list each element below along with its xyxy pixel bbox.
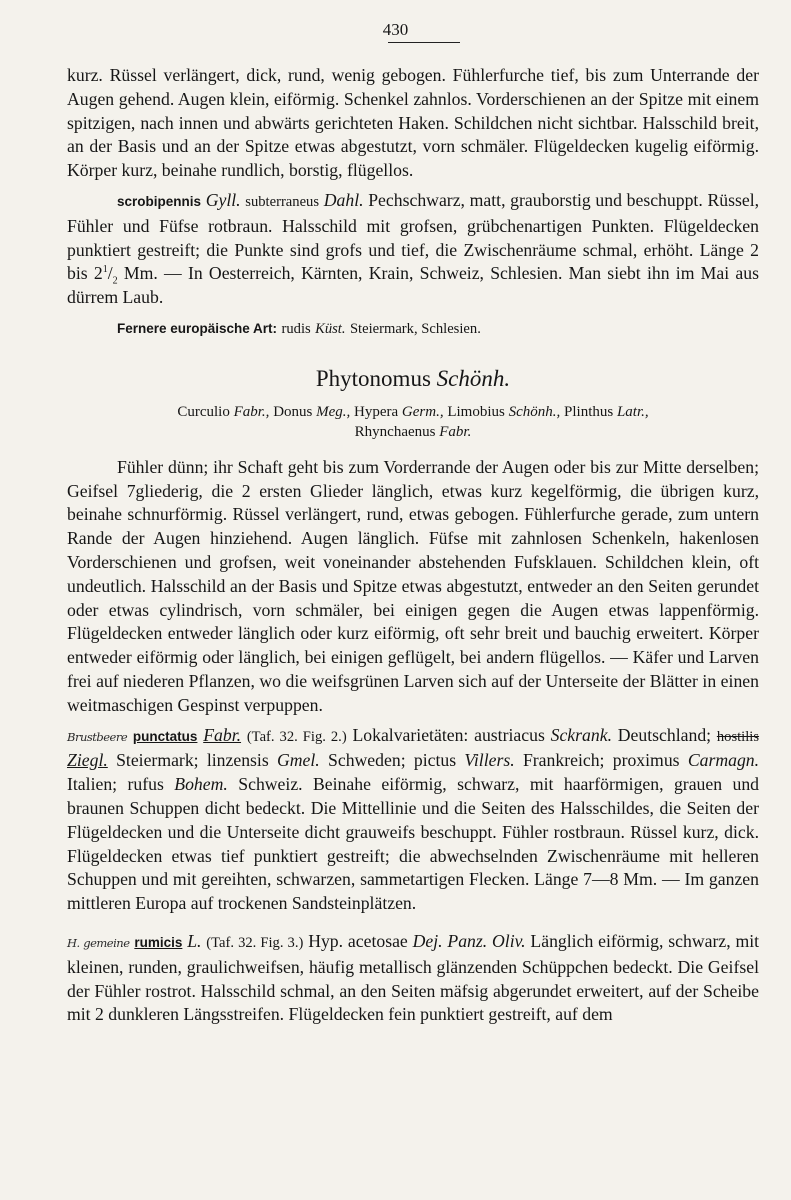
page-number-rule <box>388 42 460 43</box>
synonym-name: subterraneus <box>245 193 320 210</box>
plate-reference: (Taf. 32. Fig. 3.) <box>206 934 304 951</box>
plate-reference: (Taf. 32. Fig. 2.) <box>246 728 347 745</box>
synonym-author: Fabr., <box>233 403 270 420</box>
variety-author: Ziegl. <box>67 750 108 771</box>
fernere-art-line <box>67 316 759 342</box>
variety-text: Schweden; pictus <box>328 750 457 771</box>
species-description: Schweiz. Beinahe eiförmig, schwarz, mit haarförmigen, grauen und braunen Schuppen dicht bedeckt. Die Mittellinie und die Seiten des Halsschildes, die Seiten der Flügeldecken und die Unterseite dicht grauweifs beschuppt. Fühler rostbraun. Rüssel kurz, dick. Flügeldecken etwas tief punktiert gestreift; die abwechselnden Zwischenräume mit helleren Schuppen und mit gereihten, schwarzen, sammetartigen Flecken. Länge 7—8 Mm. — Im ganzen mittleren Europa auf trockenen Sandsteinplätzen. <box>67 774 760 914</box>
fernere-label: Fernere europäische Art: <box>117 320 278 336</box>
synonym-author: Germ., <box>401 403 444 420</box>
variety-author: Sckrank. <box>550 724 612 745</box>
fernere-author: Küst. <box>315 320 346 337</box>
variety-text: Lokalvarietäten: austriacus <box>352 724 545 745</box>
fraction-denominator: 2 <box>112 275 118 287</box>
synonym-author: Dahl. <box>323 189 364 210</box>
handwritten-note: Brustbeere <box>67 729 128 744</box>
variety-text: Deutschland; <box>617 724 712 745</box>
variety-author: Carmagn. <box>687 750 760 771</box>
species-author: L. <box>187 930 202 951</box>
species-punctatus <box>67 724 759 916</box>
variety-text: Italien; rufus <box>67 774 164 795</box>
variety-text: Steiermark; linzensis <box>116 750 269 771</box>
species-description: Pechschwarz, matt, grauborstig und beschuppt. Rüssel, Fühler und Füfse rotbraun. Halsschild mit grofsen, grübchenartigen Punkten. Flügeldecken punktiert gestreift; die Punkte sind grofs und tief, die Zwischenräume schmal, erhöht. Länge <box>67 189 760 260</box>
genus-author: Schönh. <box>436 365 511 391</box>
species-name: scrobipennis <box>117 193 202 209</box>
species-author: Fabr. <box>203 724 242 745</box>
paragraph-genus-continuation: kurz. Rüssel verlängert, dick, rund, wenig gebogen. Fühlerfurche tief, bis zum Unterrande der Augen gehend. Augen klein, eiförmig. Schenkel zahnlos. Vorderschienen an der Spitze mit einem spitzigen, nach innen und abwärts gerichteten Haken. Schildchen nicht sichtbar. Halsschild breit, an der Basis und an der Spitze etwas abgestutzt, vorn schmäler. Flügeldecken kugelig eiförmig. Körper kurz, beinahe rundlich, borstig, flügellos. <box>67 65 759 181</box>
species-name: rumicis <box>134 934 183 950</box>
variety-author: Villers. <box>464 750 515 771</box>
genus-description: Fühler dünn; ihr Schaft geht bis zum Vorderrande der Augen oder bis zur Mitte derselben; Geifsel 7gliederig, die 2 ersten Glieder länglich, etwas kurz kegelförmig, die übrigen kurz, beinahe schnurförmig. Rüssel verlängert, rund, etwas gebogen. Fühlerfurche gerade, zum untern Rande der Augen hinziehend. Augen länglich. Füfse mit zahnlosen Schenkeln, hakenlosen Vorderschienen und grofsen, weit voneinander abstehenden Fufsklauen. Schildchen klein, oft undeutlich. Halsschild an der Basis und Spitze etwas abgestutzt, entweder an den Seiten gerundet oder etwas cylindrisch, vorn schmäler, bei einigen gegen die Augen etwas lappenförmig. Flügeldecken entweder länglich oder kurz eiförmig, oft sehr breit und bauchig erweitert. Körper entweder eiförmig oder länglich, bei einigen geflügelt, bei andern flügellos. — Käfer und Larven frei auf niederen Pflanzen, wo die weifsgrünen Larven sich auf der Unterseite der Blätter in einen weitmaschigen Gespinst verpuppen. <box>67 456 759 715</box>
fernere-species: rudis <box>281 320 311 337</box>
species-name: punctatus <box>132 728 198 744</box>
species-distribution: Mm. — In Oesterreich, Kärnten, Krain, Schweiz, Schlesien. Man siebt ihn im Mai aus dürrem Laub. <box>67 263 759 308</box>
synonym: Rhynchaenus <box>354 423 436 440</box>
synonym: Curculio <box>177 403 230 420</box>
species-scrobipennis: scrobipennis Gyll. subterraneus Dahl. Pechschwarz, matt, grauborstig und beschuppt. Rüssel, Fühler und Füfse rotbraun. Halsschild mit grofsen, grübchenartigen Punkten. Flügeldecken punktiert gestreift; die Punkte sind grofs und tief, die Zwischenräume schmal, erhöht. Länge 2 bis $2^1/_2$ Mm. — In Oesterreich, Kärnten, Krain, Schweiz, Schlesien. Man siebt ihn im Mai aus dürrem Laub. <box>67 189 760 308</box>
synonym-author: Schönh., <box>508 403 561 420</box>
genus-synonyms <box>67 402 759 442</box>
page-number: 430 <box>382 20 409 39</box>
length-max: 2 <box>93 263 103 284</box>
synonym: Donus <box>273 403 313 420</box>
synonym-text: Hyp. acetosae <box>308 930 408 951</box>
synonym: Hypera <box>354 403 399 420</box>
genus-heading <box>67 364 759 394</box>
synonym-author: Latr., <box>616 403 649 420</box>
length-min: 2 <box>750 239 759 260</box>
synonym-author: Fabr. <box>439 423 472 440</box>
synonym: Limobius <box>447 403 505 420</box>
synonym: Plinthus <box>564 403 614 420</box>
struck-synonym: hostilis <box>716 728 760 745</box>
variety-text: Frankreich; proximus <box>522 750 680 771</box>
length-bis: bis <box>67 263 88 284</box>
fraction-numerator: 1 <box>102 264 108 276</box>
species-author: Gyll. <box>205 189 241 210</box>
species-description: Länglich eiförmig, schwarz, mit kleinen, runden, graulichweifsen, häufig metallisch glänzenden Schüppchen bedeckt. Die Geifsel der Fühler rostrot. Halsschild schmal, an den Seiten mäfsig abgerundet erweitert, auf der Scheibe mit 2 dunkleren Längsstreifen. Flügeldecken fein punktiert gestreift, auf dem <box>67 930 760 1025</box>
variety-author: Gmel. <box>277 750 320 771</box>
handwritten-note: H. gemeine <box>67 935 130 950</box>
species-rumicis <box>67 930 759 1027</box>
genus-name: Phytonomus <box>315 365 431 391</box>
page-body <box>67 64 759 1027</box>
fernere-locality: Steiermark, Schlesien. <box>349 320 481 337</box>
synonym-author: Meg., <box>316 403 351 420</box>
synonym-author: Dej. Panz. Oliv. <box>412 930 526 951</box>
variety-author: Bohem. <box>174 774 228 795</box>
